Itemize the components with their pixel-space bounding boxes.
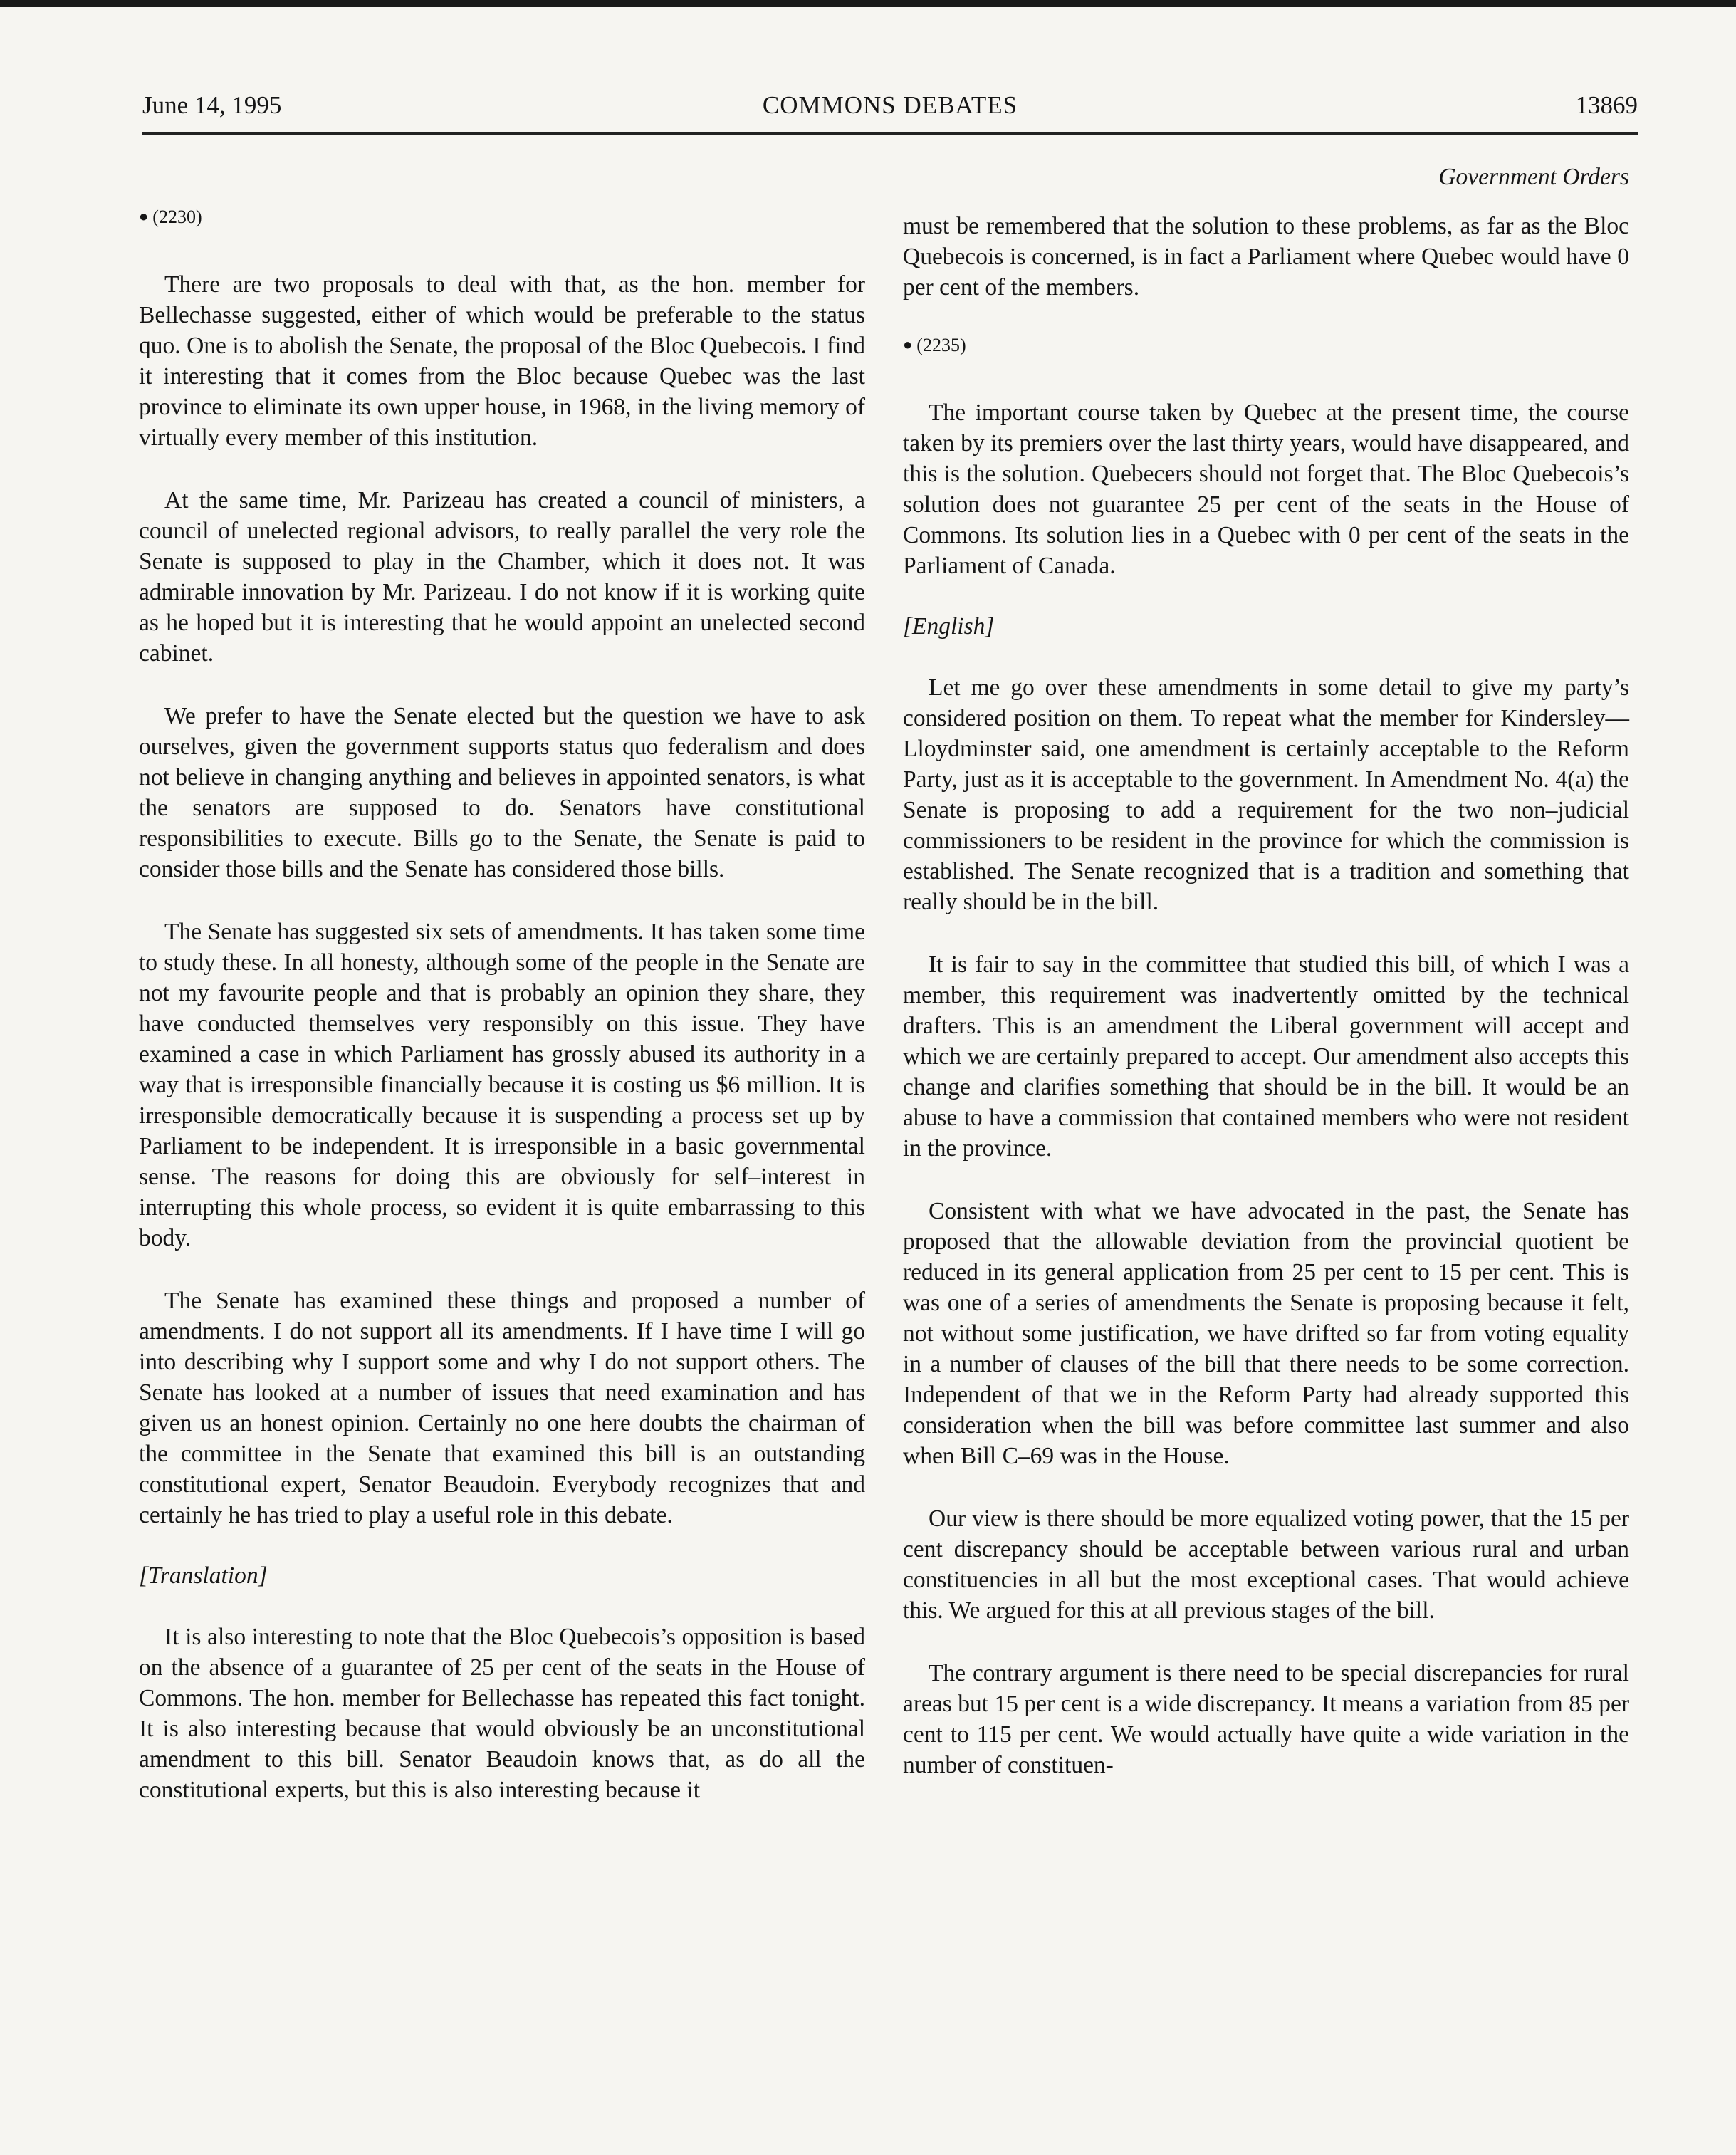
header-date: June 14, 1995	[142, 91, 282, 119]
bullet-icon: ●	[139, 207, 149, 225]
paragraph: We prefer to have the Senate elected but the question we have to ask ourselves, given the government supports status quo federalism and does not believe in changing anything and believes in appointed senators, is what the senators are supposed to do. Senators have constitutional responsibilities to execute. Bills go to the Senate, the Senate is paid to consider those bills and the Senate has considered those bills.	[139, 703, 865, 882]
section-heading: Government Orders	[1438, 164, 1629, 190]
paragraph: At the same time, Mr. Parizeau has created a council of ministers, a council of unelected regional advisors, to really parallel the very role the Senate is supposed to play in the Chamber, which it does not. It was admirable innovation by Mr. Parizeau. I do not know if it is working quite as he hoped but it is interesting that he would appoint an unelected second cabinet.	[139, 487, 865, 667]
timestamp-marker	[139, 207, 865, 228]
paragraph: It is fair to say in the committee that studied this bill, of which I was a member, this requirement was inadvertently omitted by the technical drafters. This is an amendment the Liberal government will accept and which we are certainly prepared to accept. Our amendment also accepts this change and clarifies something that should be in the bill. It would be an abuse to have a commission that contained members who were not resident in the province.	[903, 951, 1629, 1162]
paragraph: There are two proposals to deal with that, as the hon. member for Bellechasse suggested, either of which would be preferable to the status quo. One is to abolish the Senate, the proposal of the Bloc Quebecois. I find it interesting that it comes from the Bloc because Quebec was the last province to eliminate its own upper house, in 1968, in the living memory of virtually every member of this institution.	[139, 271, 865, 451]
page-header	[142, 91, 1638, 135]
timestamp-marker	[903, 335, 1629, 356]
paragraph: Our view is there should be more equalized voting power, that the 15 per cent discrepancy should be acceptable between various rural and urban constituencies in all but the most exceptional cases. That would achieve this. We argued for this at all previous stages of the bill.	[903, 1506, 1629, 1624]
scan-top-edge	[0, 0, 1736, 7]
language-marker: [Translation]	[139, 1562, 268, 1589]
timestamp-text: (2235)	[916, 335, 966, 355]
left-column	[139, 207, 865, 1837]
header-title: COMMONS DEBATES	[762, 91, 1018, 119]
paragraph: The important course taken by Quebec at the present time, the course taken by its premiers over the last thirty years, would have disappeared, and this is the solution. Quebecers should not forget that. The Bloc Quebecois’s solution does not guarantee 25 per cent of the seats in the House of Commons. Its solution lies in a Quebec with 0 per cent of the seats in the Parliament of Canada.	[903, 400, 1629, 579]
paragraph: It is also interesting to note that the Bloc Quebecois’s opposition is based on the absence of a guarantee of 25 per cent of the seats in the House of Commons. The hon. member for Bellechasse has repeated this fact tonight. It is also interesting because that would obviously be an unconstitutional amendment to this bill. Senator Beaudoin knows that, as do all the constitutional experts, but this is also interesting because it	[139, 1624, 865, 1803]
bullet-icon: ●	[903, 335, 913, 353]
timestamp-text: (2230)	[152, 207, 202, 227]
paragraph: Consistent with what we have advocated in the past, the Senate has proposed that the allowable deviation from the provincial quotient be reduced in its general application from 25 per cent to 15 per cent. This is was one of a series of amendments the Senate is proposing because it felt, not without some justification, we have drifted so far from voting equality in a number of clauses of the bill that there needs to be some correction. Independent of that we in the Reform Party had already supported this consideration when the bill was before committee last summer and also when Bill C–69 was in the House.	[903, 1198, 1629, 1469]
paragraph: The Senate has examined these things and proposed a number of amendments. I do not support all its amendments. If I have time I will go into describing why I support some and why I do not support others. The Senate has looked at a number of issues that need examination and has given us an honest opinion. Certainly no one here doubts the chairman of the committee in the Senate that examined this bill is an outstanding constitutional expert, Senator Beaudoin. Everybody recognizes that and certainly he has tried to play a useful role in this debate.	[139, 1288, 865, 1528]
language-marker: [English]	[903, 613, 995, 640]
paragraph: Let me go over these amendments in some detail to give my party’s considered position on them. To repeat what the member for Kindersley—Lloydminster said, one amendment is certainly acceptable to the Reform Party, just as it is acceptable to the government. In Amendment No. 4(a) the Senate is proposing to add a requirement for the two non–judicial commissioners to be resident in the province for which the commission is established. The Senate recognized that is a tradition and something that really should be in the bill.	[903, 674, 1629, 915]
right-column	[903, 164, 1629, 1812]
paragraph: The contrary argument is there need to be special discrepancies for rural areas but 15 per cent is a wide discrepancy. It means a variation from 85 per cent to 115 per cent. We would actually have quite a wide variation in the number of constituen-	[903, 1660, 1629, 1778]
paragraph: The Senate has suggested six sets of amendments. It has taken some time to study these. In all honesty, although some of the people in the Senate are not my favourite people and that is probably an opinion they share, they have conducted themselves very responsibly on this issue. They have examined a case in which Parliament has grossly abused its authority in a way that is irresponsible financially because it is costing us $6 million. It is irresponsible democratically because it is suspending a process set up by Parliament to be independent. It is irresponsible in a basic governmental sense. The reasons for doing this are obviously for self–interest in interrupting this whole process, so evident it is quite embarrassing to this body.	[139, 919, 865, 1251]
header-page-number: 13869	[1575, 91, 1638, 119]
paragraph-continued: must be remembered that the solution to these problems, as far as the Bloc Quebecois is concerned, is in fact a Parliament where Quebec would have 0 per cent of the members.	[903, 213, 1629, 301]
